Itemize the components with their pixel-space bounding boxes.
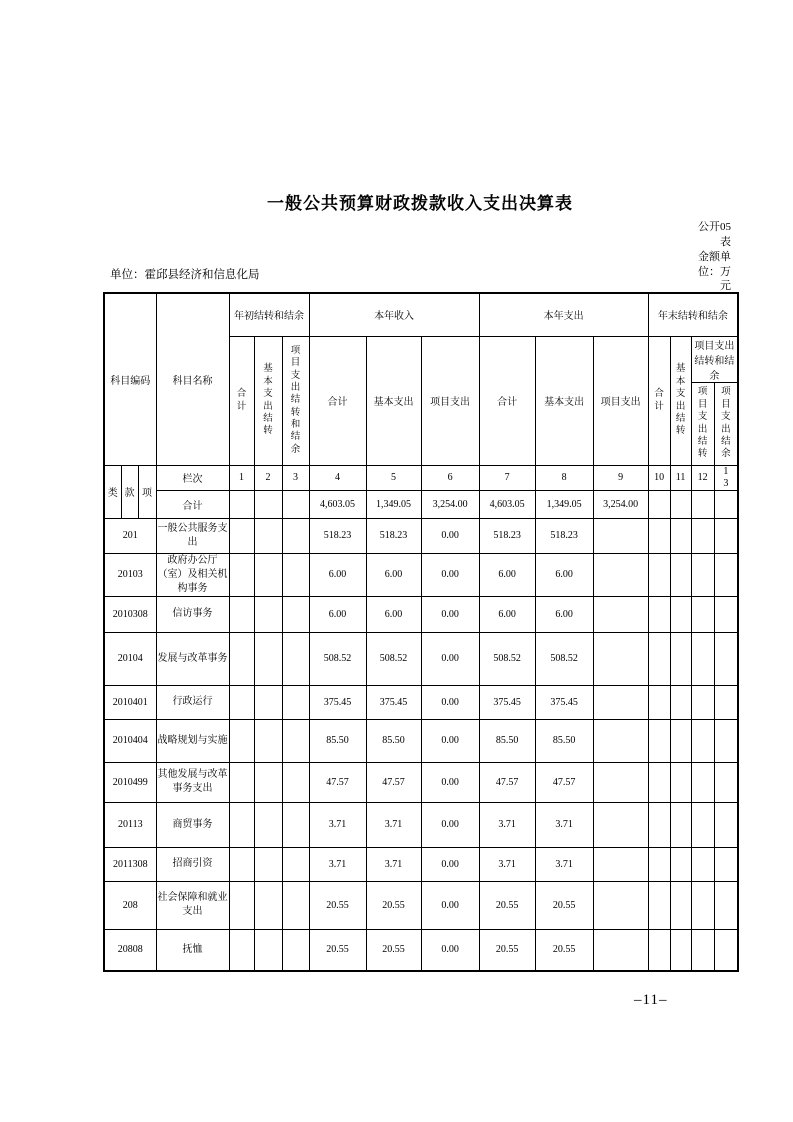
- cell: [714, 490, 738, 518]
- col-num: 8: [535, 465, 593, 490]
- cell: [670, 518, 691, 553]
- cell: [229, 596, 254, 632]
- cell: 0.00: [421, 685, 479, 719]
- cell: 0.00: [421, 762, 479, 802]
- cell: 20.55: [366, 881, 421, 929]
- cell: [691, 518, 714, 553]
- col-num: 1: [229, 465, 254, 490]
- cell: [593, 596, 648, 632]
- header-end-basic: [670, 336, 691, 465]
- table-row: [104, 685, 738, 719]
- cell: 3.71: [479, 847, 535, 881]
- cell: [670, 632, 691, 685]
- code-part-xiang: 项: [138, 465, 156, 518]
- cell: 20.55: [309, 929, 366, 971]
- cell: [282, 685, 309, 719]
- subject-code: 20103: [104, 553, 156, 596]
- header-subject-code: 科目编码: [104, 293, 156, 465]
- cell: [691, 685, 714, 719]
- cell: 20.55: [366, 929, 421, 971]
- cell: 6.00: [366, 596, 421, 632]
- cell: [670, 596, 691, 632]
- cell: [229, 929, 254, 971]
- header-begin-basic-label: 基本支出结转: [263, 364, 273, 437]
- cell: 0.00: [421, 596, 479, 632]
- cell: [648, 632, 670, 685]
- subject-name: 战略规划与实施: [156, 719, 229, 762]
- totals-row: [104, 490, 738, 518]
- cell: [714, 518, 738, 553]
- cell: [714, 847, 738, 881]
- subject-name: 政府办公厅（室）及相关机构事务: [156, 553, 229, 596]
- cell: 0.00: [421, 881, 479, 929]
- cell: 508.52: [309, 632, 366, 685]
- cell: [229, 518, 254, 553]
- col-num: 9: [593, 465, 648, 490]
- cell: [254, 881, 282, 929]
- table-row: [104, 929, 738, 971]
- col-num: 5: [366, 465, 421, 490]
- cell: 85.50: [366, 719, 421, 762]
- cell: 6.00: [309, 553, 366, 596]
- subject-code: 201: [104, 518, 156, 553]
- cell: [670, 719, 691, 762]
- cell: 518.23: [309, 518, 366, 553]
- col-num: 10: [648, 465, 670, 490]
- subject-code: 2010401: [104, 685, 156, 719]
- cell: [593, 632, 648, 685]
- header-end-project-surplus: [714, 382, 738, 465]
- cell: [229, 847, 254, 881]
- cell: [229, 881, 254, 929]
- cell: [648, 719, 670, 762]
- code-part-kuan: 款: [121, 465, 138, 518]
- cell: [254, 553, 282, 596]
- cell: 47.57: [309, 762, 366, 802]
- header-income-project: 项目支出: [421, 336, 479, 465]
- cell: [282, 802, 309, 847]
- cell: 6.00: [479, 553, 535, 596]
- subject-name: 其他发展与改革事务支出: [156, 762, 229, 802]
- cell: [714, 802, 738, 847]
- header-begin-total: [229, 336, 254, 465]
- cell: [670, 929, 691, 971]
- col-num: 7: [479, 465, 535, 490]
- col-num: [714, 465, 738, 490]
- cell: [648, 553, 670, 596]
- cell: [714, 762, 738, 802]
- cell: [648, 518, 670, 553]
- cell: 0.00: [421, 719, 479, 762]
- header-expense-project: 项目支出: [593, 336, 648, 465]
- fiscal-table: [103, 292, 739, 972]
- cell: 3.71: [366, 802, 421, 847]
- cell: [593, 929, 648, 971]
- lanci-label: 栏次: [156, 465, 229, 490]
- cell: 3.71: [309, 802, 366, 847]
- cell: [282, 847, 309, 881]
- table-row: [104, 719, 738, 762]
- cell: [282, 596, 309, 632]
- cell: 508.52: [535, 632, 593, 685]
- cell: [282, 518, 309, 553]
- table-row: [104, 518, 738, 553]
- header-begin-basic: [254, 336, 282, 465]
- cell: [714, 553, 738, 596]
- corner-annotations: [691, 220, 731, 294]
- col-num: 4: [309, 465, 366, 490]
- subject-code: 2010499: [104, 762, 156, 802]
- cell: [229, 632, 254, 685]
- cell: [254, 632, 282, 685]
- col-num: 6: [421, 465, 479, 490]
- subject-code: 20113: [104, 802, 156, 847]
- cell: 20.55: [535, 881, 593, 929]
- header-income-basic: 基本支出: [366, 336, 421, 465]
- cell: 85.50: [309, 719, 366, 762]
- cell: [670, 847, 691, 881]
- cell: [229, 553, 254, 596]
- cell: 1,349.05: [366, 490, 421, 518]
- cell: [254, 847, 282, 881]
- header-end-project-carry: [691, 382, 714, 465]
- header-group-end-balance: 年末结转和结余: [648, 293, 738, 336]
- cell: 3,254.00: [421, 490, 479, 518]
- subject-name: 行政运行: [156, 685, 229, 719]
- cell: [593, 719, 648, 762]
- page-title: 一般公共预算财政拨款收入支出决算表: [267, 194, 573, 213]
- cell: [670, 802, 691, 847]
- unit-name: 单位：霍邱县经济和信息化局: [110, 269, 260, 281]
- cell: 3.71: [535, 847, 593, 881]
- header-end-project-carry-label: 项目支出结转: [697, 387, 708, 460]
- cell: 518.23: [535, 518, 593, 553]
- cell: [229, 802, 254, 847]
- cell: [691, 632, 714, 685]
- cell: [593, 847, 648, 881]
- cell: 0.00: [421, 802, 479, 847]
- cell: [593, 553, 648, 596]
- cell: 518.23: [366, 518, 421, 553]
- cell: [714, 881, 738, 929]
- page-number: –11–: [634, 992, 668, 1008]
- cell: [593, 518, 648, 553]
- cell: 0.00: [421, 929, 479, 971]
- cell: [229, 685, 254, 719]
- cell: 20.55: [479, 929, 535, 971]
- cell: [282, 490, 309, 518]
- subject-code: 20808: [104, 929, 156, 971]
- cell: 375.45: [479, 685, 535, 719]
- subject-name: 商贸事务: [156, 802, 229, 847]
- cell: 375.45: [309, 685, 366, 719]
- subject-name: 抚恤: [156, 929, 229, 971]
- cell: [648, 762, 670, 802]
- header-begin-project-label: 项目支出结转和结余: [290, 345, 301, 455]
- header-end-total-label: 合计: [654, 389, 664, 412]
- cell: 3.71: [479, 802, 535, 847]
- cell: [670, 490, 691, 518]
- cell: 6.00: [479, 596, 535, 632]
- col-num: 11: [670, 465, 691, 490]
- cell: 0.00: [421, 847, 479, 881]
- cell: 6.00: [535, 596, 593, 632]
- cell: [229, 490, 254, 518]
- table-row: [104, 881, 738, 929]
- cell: [691, 881, 714, 929]
- cell: [670, 881, 691, 929]
- header-group-current-expense: 本年支出: [479, 293, 648, 336]
- cell: 3,254.00: [593, 490, 648, 518]
- subject-name: 信访事务: [156, 596, 229, 632]
- cell: 1,349.05: [535, 490, 593, 518]
- subject-name: 一般公共服务支出: [156, 518, 229, 553]
- table-row: [104, 632, 738, 685]
- cell: 4,603.05: [309, 490, 366, 518]
- cell: [670, 685, 691, 719]
- subject-code: 2010404: [104, 719, 156, 762]
- cell: 3.71: [535, 802, 593, 847]
- header-row-groups: [104, 293, 738, 336]
- cell: [648, 685, 670, 719]
- table-row: [104, 596, 738, 632]
- table-row: [104, 553, 738, 596]
- header-subject-name: 科目名称: [156, 293, 229, 465]
- cell: 20.55: [535, 929, 593, 971]
- col-num: 3: [282, 465, 309, 490]
- header-end-project-group: 项目支出结转和结余: [691, 336, 738, 382]
- cell: 375.45: [535, 685, 593, 719]
- subject-name: 社会保障和就业支出: [156, 881, 229, 929]
- amount-unit: 金额单位：万元: [698, 250, 731, 293]
- cell: [691, 596, 714, 632]
- header-begin-project: [282, 336, 309, 465]
- header-end-basic-label: 基本支出结转: [675, 364, 686, 437]
- table-row: [104, 762, 738, 802]
- cell: 0.00: [421, 518, 479, 553]
- cell: [254, 929, 282, 971]
- header-group-current-income: 本年收入: [309, 293, 479, 336]
- cell: [648, 802, 670, 847]
- cell: 3.71: [366, 847, 421, 881]
- header-begin-total-label: 合计: [236, 389, 247, 412]
- cell: [282, 881, 309, 929]
- cell: 6.00: [366, 553, 421, 596]
- cell: [254, 518, 282, 553]
- cell: [714, 596, 738, 632]
- cell: [648, 847, 670, 881]
- cell: 3.71: [309, 847, 366, 881]
- cell: [648, 881, 670, 929]
- cell: [691, 490, 714, 518]
- header-end-total: [648, 336, 670, 465]
- cell: [254, 802, 282, 847]
- cell: [229, 762, 254, 802]
- cell: [670, 553, 691, 596]
- cell: [229, 719, 254, 762]
- subject-code: 208: [104, 881, 156, 929]
- cell: 518.23: [479, 518, 535, 553]
- cell: [254, 685, 282, 719]
- cell: [282, 553, 309, 596]
- cell: [691, 802, 714, 847]
- header-income-total: 合计: [309, 336, 366, 465]
- cell: [691, 929, 714, 971]
- table-row: [104, 802, 738, 847]
- cell: 47.57: [366, 762, 421, 802]
- header-group-begin-balance: 年初结转和结余: [229, 293, 309, 336]
- cell: [691, 847, 714, 881]
- cell: [593, 685, 648, 719]
- cell: [254, 719, 282, 762]
- table-row: [104, 847, 738, 881]
- cell: [714, 929, 738, 971]
- cell: [648, 490, 670, 518]
- cell: [593, 881, 648, 929]
- cell: 508.52: [366, 632, 421, 685]
- col-num: 12: [691, 465, 714, 490]
- header-end-project-surplus-label: 项目支出结余: [721, 387, 731, 460]
- subject-name: 发展与改革事务: [156, 632, 229, 685]
- cell: [714, 632, 738, 685]
- totals-label: 合计: [156, 490, 229, 518]
- header-expense-basic: 基本支出: [535, 336, 593, 465]
- subject-code: 2010308: [104, 596, 156, 632]
- cell: [282, 929, 309, 971]
- col-num-13: 13: [723, 465, 729, 489]
- cell: [254, 762, 282, 802]
- cell: 20.55: [479, 881, 535, 929]
- cell: [254, 490, 282, 518]
- subject-name: 招商引资: [156, 847, 229, 881]
- cell: 4,603.05: [479, 490, 535, 518]
- cell: 375.45: [366, 685, 421, 719]
- cell: [714, 719, 738, 762]
- cell: 508.52: [479, 632, 535, 685]
- doc-number: 公开05表: [698, 221, 731, 248]
- column-index-row: [104, 465, 738, 490]
- cell: [691, 553, 714, 596]
- header-expense-total: 合计: [479, 336, 535, 465]
- subject-code: 20104: [104, 632, 156, 685]
- cell: [593, 802, 648, 847]
- cell: [282, 632, 309, 685]
- cell: [691, 762, 714, 802]
- cell: [254, 596, 282, 632]
- code-part-lei: 类: [104, 465, 121, 518]
- cell: 0.00: [421, 632, 479, 685]
- cell: 47.57: [479, 762, 535, 802]
- cell: [282, 719, 309, 762]
- cell: 6.00: [535, 553, 593, 596]
- cell: 20.55: [309, 881, 366, 929]
- cell: 0.00: [421, 553, 479, 596]
- cell: [670, 762, 691, 802]
- col-num: 2: [254, 465, 282, 490]
- cell: 47.57: [535, 762, 593, 802]
- cell: [282, 762, 309, 802]
- cell: [648, 929, 670, 971]
- cell: [691, 719, 714, 762]
- cell: 85.50: [479, 719, 535, 762]
- cell: [593, 762, 648, 802]
- cell: [648, 596, 670, 632]
- cell: 85.50: [535, 719, 593, 762]
- subject-code: 2011308: [104, 847, 156, 881]
- cell: [714, 685, 738, 719]
- cell: 6.00: [309, 596, 366, 632]
